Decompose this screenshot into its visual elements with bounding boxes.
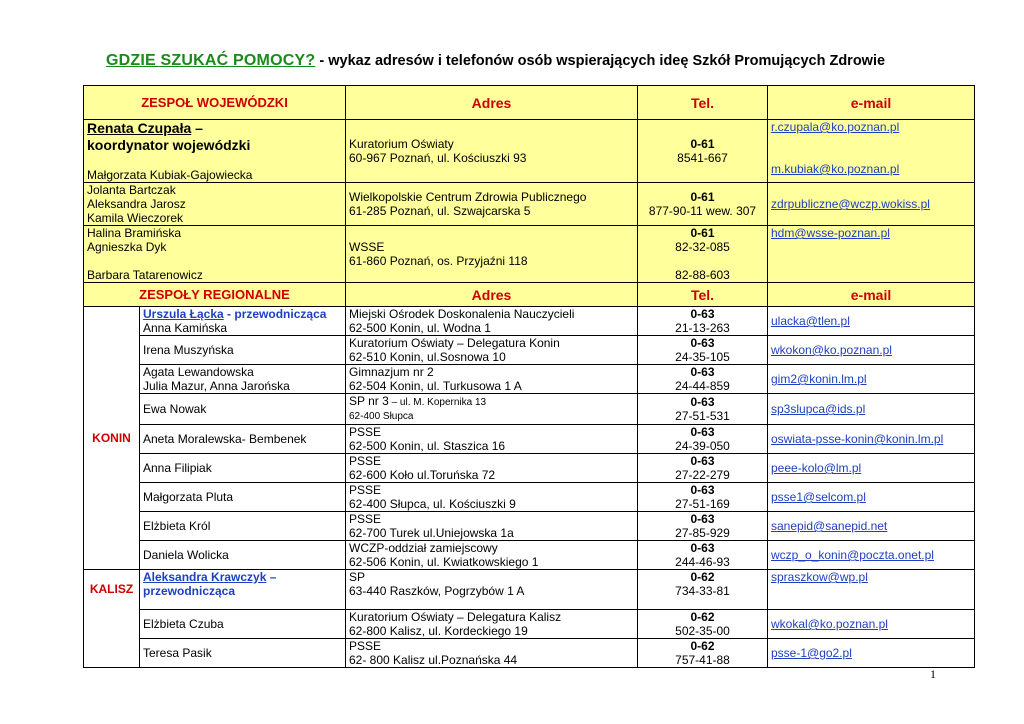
tel-prefix: 0-63 — [690, 454, 715, 468]
address-text: SP — [349, 570, 366, 584]
email-cell — [768, 483, 975, 512]
email-cell — [768, 183, 975, 226]
tel-prefix: 0-61 — [690, 226, 715, 240]
person-cell — [140, 307, 346, 336]
email-cell — [768, 336, 975, 365]
header-tel: Tel. — [638, 86, 768, 120]
person-cell — [140, 336, 346, 365]
tel-prefix: 0-63 — [690, 483, 715, 497]
address-line: 61-860 Poznań, os. Przyjaźni 118 — [349, 254, 528, 268]
header-team: ZESPOŁY REGIONALNE — [84, 283, 346, 307]
person-name: Teresa Pasik — [143, 646, 212, 660]
address-line: 62-800 Kalisz, ul. Kordeckiego 19 — [349, 624, 528, 638]
email-link[interactable]: wkokon@ko.poznan.pl — [771, 343, 892, 357]
tel-number: 27-51-169 — [675, 497, 730, 511]
person-name: Anna Kamińska — [143, 321, 228, 335]
email-cell — [768, 425, 975, 454]
chair-suffix: – — [266, 570, 277, 584]
regional-header-row — [84, 283, 975, 307]
address-line — [349, 394, 634, 410]
person-name: Aleksandra Jarosz — [87, 197, 186, 211]
address-line: 62- 800 Kalisz ul.Poznańska 44 — [349, 653, 518, 667]
email-cell — [768, 512, 975, 541]
tel-cell — [638, 226, 768, 283]
regional-row — [84, 307, 975, 336]
contacts-table — [83, 85, 975, 668]
address-line: 62-600 Koło ul.Toruńska 72 — [349, 468, 496, 482]
address-line — [349, 610, 634, 624]
address-cell — [346, 483, 638, 512]
tel-prefix: 0-62 — [690, 610, 715, 624]
tel-cell — [638, 570, 768, 610]
email-link[interactable]: oswiata-psse-konin@konin.lm.pl — [771, 432, 944, 446]
person-cell — [140, 512, 346, 541]
address-line — [349, 639, 634, 653]
tel-prefix: 0-61 — [690, 190, 715, 204]
address-line — [349, 454, 634, 468]
address-cell — [346, 425, 638, 454]
regional-row — [84, 541, 975, 570]
address-line: 62-500 Konin, ul. Wodna 1 — [349, 321, 491, 335]
tel-number: 8541-667 — [677, 151, 728, 165]
address-cell — [346, 183, 638, 226]
tel-number: 21-13-263 — [675, 321, 730, 335]
tel-prefix: 0-63 — [690, 307, 715, 321]
person-name: Małgorzata Pluta — [143, 490, 234, 504]
header-email: e-mail — [768, 86, 975, 120]
regional-row — [84, 512, 975, 541]
address-cell — [346, 512, 638, 541]
address-text: PSSE — [349, 425, 382, 439]
title-subtitle: - wykaz adresów i telefonów osób wspierających ideę Szkół Promujących Zdrowie — [315, 53, 886, 69]
person-name: Daniela Wolicka — [143, 548, 229, 562]
tel-number: 82-88-603 — [675, 268, 730, 282]
header-tel: Tel. — [638, 283, 768, 307]
tel-number: 24-39-050 — [675, 439, 730, 453]
person-name: Małgorzata Kubiak-Gajowiecka — [87, 168, 253, 182]
address-line: 62-400 Słupca — [349, 411, 414, 422]
email-link[interactable]: peee-kolo@lm.pl — [771, 461, 862, 475]
person-cell — [84, 120, 346, 183]
tel-cell — [638, 425, 768, 454]
coordinator-role: koordynator wojewódzki — [87, 137, 251, 153]
address-line: 63-440 Raszków, Pogrzybów 1 A — [349, 584, 525, 598]
email-link[interactable]: gim2@konin.lm.pl — [771, 372, 867, 386]
address-cell — [346, 120, 638, 183]
tel-prefix: 0-63 — [690, 425, 715, 439]
regional-row — [84, 336, 975, 365]
person-cell — [140, 454, 346, 483]
tel-number: 244-46-93 — [675, 555, 730, 569]
person-name: Halina Bramińska — [87, 226, 182, 240]
person-cell — [84, 226, 346, 283]
email-link[interactable]: sanepid@sanepid.net — [771, 519, 888, 533]
tel-cell — [638, 483, 768, 512]
person-cell — [140, 365, 346, 394]
coordinator-name: Renata Czupała – — [87, 120, 203, 136]
chair-name — [143, 570, 342, 584]
email-link[interactable]: psse-1@go2.pl — [771, 646, 852, 660]
address-cell — [346, 639, 638, 668]
title-main: GDZIE SZUKAĆ POMOCY? — [106, 52, 316, 69]
address-text: PSSE — [349, 483, 382, 497]
tel-prefix: 0-62 — [690, 639, 715, 653]
email-cell — [768, 226, 975, 283]
tel-prefix: 0-63 — [690, 395, 715, 409]
address-cell — [346, 454, 638, 483]
regional-row — [84, 639, 975, 668]
address-line: WSSE — [349, 240, 385, 254]
tel-cell — [638, 512, 768, 541]
wojewodzki-row — [84, 183, 975, 226]
address-cell — [346, 307, 638, 336]
address-text: Miejski Ośrodek Doskonalenia Nauczycieli — [349, 307, 575, 321]
tel-cell — [638, 639, 768, 668]
person-name: Barbara Tatarenowicz — [87, 268, 203, 282]
address-cell — [346, 541, 638, 570]
address-text: Gimnazjum nr 2 — [349, 365, 434, 379]
address-line: 60-967 Poznań, ul. Kościuszki 93 — [349, 151, 527, 165]
regional-row — [84, 425, 975, 454]
person-name: Elżbieta Król — [143, 519, 211, 533]
person-name: Irena Muszyńska — [143, 343, 234, 357]
tel-number: 734-33-81 — [675, 584, 730, 598]
address-line — [349, 365, 634, 379]
person-cell — [84, 183, 346, 226]
wojewodzki-row — [84, 226, 975, 283]
tel-cell — [638, 307, 768, 336]
tel-cell — [638, 610, 768, 639]
email-link[interactable]: hdm@wsse-poznan.pl — [771, 226, 890, 240]
email-cell — [768, 541, 975, 570]
city-cell — [84, 307, 140, 570]
person-name: Jolanta Bartczak — [87, 183, 176, 197]
email-cell — [768, 307, 975, 336]
regional-row — [84, 483, 975, 512]
regional-row — [84, 454, 975, 483]
wojewodzki-header-row — [84, 86, 975, 120]
address-line: Kuratorium Oświaty — [349, 137, 454, 151]
email-link[interactable]: spraszkow@wp.pl — [771, 570, 868, 584]
person-name: Elżbieta Czuba — [143, 617, 224, 631]
address-text: PSSE — [349, 639, 382, 653]
address-line — [349, 425, 634, 439]
person-cell — [140, 394, 346, 425]
person-name: Aneta Moralewska- Bembenek — [143, 432, 307, 446]
tel-prefix: 0-63 — [690, 541, 715, 555]
person-cell — [140, 483, 346, 512]
person-cell — [140, 570, 346, 610]
tel-number: 27-85-929 — [675, 526, 730, 540]
address-cell — [346, 394, 638, 425]
wojewodzki-row — [84, 120, 975, 183]
tel-number: 27-22-279 — [675, 468, 730, 482]
email-cell — [768, 454, 975, 483]
regional-row — [84, 394, 975, 425]
tel-cell — [638, 394, 768, 425]
tel-prefix: 0-62 — [690, 570, 715, 584]
person-name: Ewa Nowak — [143, 402, 207, 416]
tel-prefix: 0-61 — [690, 137, 715, 151]
header-address: Adres — [346, 86, 638, 120]
chair-role: przewodnicząca — [143, 584, 236, 598]
tel-cell — [638, 454, 768, 483]
tel-number: 82-32-085 — [675, 240, 730, 254]
city-name: KONIN — [92, 431, 131, 445]
address-line: 62-700 Turek ul.Uniejowska 1a — [349, 526, 514, 540]
chair-name — [143, 307, 342, 321]
person-name: Anna Filipiak — [143, 461, 212, 475]
person-name: Kamila Wieczorek — [87, 211, 184, 225]
address-line: Wielkopolskie Centrum Zdrowia Publicznego — [349, 190, 587, 204]
email-link[interactable]: r.czupala@ko.poznan.pl — [771, 120, 900, 134]
tel-number: 502-35-00 — [675, 624, 730, 638]
regional-row — [84, 365, 975, 394]
chair-name-text: Aleksandra Krawczyk — [143, 570, 267, 584]
address-line: 61-285 Poznań, ul. Szwajcarska 5 — [349, 204, 531, 218]
address-text: Kuratorium Oświaty – Delegatura Kalisz — [349, 610, 562, 624]
header-team: ZESPOŁ WOJEWÓDZKI — [84, 86, 346, 120]
email-link[interactable]: ulacka@tlen.pl — [771, 314, 850, 328]
tel-cell — [638, 541, 768, 570]
address-line: 62-504 Konin, ul. Turkusowa 1 A — [349, 379, 522, 393]
address-cell — [346, 570, 638, 610]
tel-cell — [638, 183, 768, 226]
email-cell — [768, 610, 975, 639]
address-cell — [346, 610, 638, 639]
city-name: KALISZ — [89, 582, 134, 596]
address-line — [349, 483, 634, 497]
tel-number: 24-35-105 — [675, 350, 730, 364]
person-name: Agata Lewandowska — [143, 365, 254, 379]
page-number: 1 — [930, 667, 936, 681]
tel-number: 877-90-11 wew. 307 — [648, 204, 757, 218]
regional-row — [84, 610, 975, 639]
person-name: Julia Mazur, Anna Jarońska — [143, 379, 290, 393]
address-line — [349, 570, 634, 584]
chair-name-text: Urszula Łącka — [143, 307, 224, 321]
tel-number: 24-44-859 — [675, 379, 730, 393]
document-title — [106, 52, 885, 70]
address-text: SP nr 3 — [349, 394, 389, 408]
email-link[interactable]: sp3slupca@ids.pl — [771, 402, 866, 416]
address-text: – ul. M. Kopernika 13 — [388, 397, 487, 408]
address-cell — [346, 336, 638, 365]
tel-prefix: 0-63 — [690, 512, 715, 526]
address-line: 62-400 Słupca, ul. Kościuszki 9 — [349, 497, 516, 511]
email-link[interactable]: wkokal@ko.poznan.pl — [771, 617, 888, 631]
email-link[interactable]: wczp_o_konin@poczta.onet.pl — [771, 548, 934, 562]
person-cell — [140, 639, 346, 668]
person-cell — [140, 541, 346, 570]
city-cell — [84, 570, 140, 668]
email-link[interactable]: m.kubiak@ko.poznan.pl — [771, 162, 900, 176]
address-line: 62-506 Konin, ul. Kwiatkowskiego 1 — [349, 555, 539, 569]
tel-cell — [638, 120, 768, 183]
address-cell — [346, 365, 638, 394]
email-cell — [768, 365, 975, 394]
address-text: PSSE — [349, 454, 382, 468]
tel-number: 757-41-88 — [675, 653, 730, 667]
tel-cell — [638, 336, 768, 365]
address-line — [349, 512, 634, 526]
person-cell — [140, 425, 346, 454]
email-cell — [768, 394, 975, 425]
address-text: Kuratorium Oświaty – Delegatura Konin — [349, 336, 560, 350]
address-text: PSSE — [349, 512, 382, 526]
person-name: Agnieszka Dyk — [87, 240, 167, 254]
tel-number: 27-51-531 — [675, 409, 730, 423]
email-cell — [768, 120, 975, 183]
email-link[interactable]: psse1@selcom.pl — [771, 490, 866, 504]
chair-suffix: - przewodnicząca — [223, 307, 327, 321]
address-text: WCZP-oddział zamiejscowy — [349, 541, 498, 555]
email-link[interactable]: zdrpubliczne@wczp.wokiss.pl — [771, 197, 930, 211]
address-line — [349, 541, 634, 555]
header-email: e-mail — [768, 283, 975, 307]
tel-prefix: 0-63 — [690, 365, 715, 379]
email-cell — [768, 570, 975, 610]
address-cell — [346, 226, 638, 283]
email-cell — [768, 639, 975, 668]
address-line — [349, 307, 634, 321]
regional-row — [84, 570, 975, 610]
tel-prefix: 0-63 — [690, 336, 715, 350]
header-address: Adres — [346, 283, 638, 307]
address-line — [349, 336, 634, 350]
person-cell — [140, 610, 346, 639]
address-line: 62-500 Konin, ul. Staszica 16 — [349, 439, 506, 453]
address-line: 62-510 Konin, ul.Sosnowa 10 — [349, 350, 506, 364]
tel-cell — [638, 365, 768, 394]
